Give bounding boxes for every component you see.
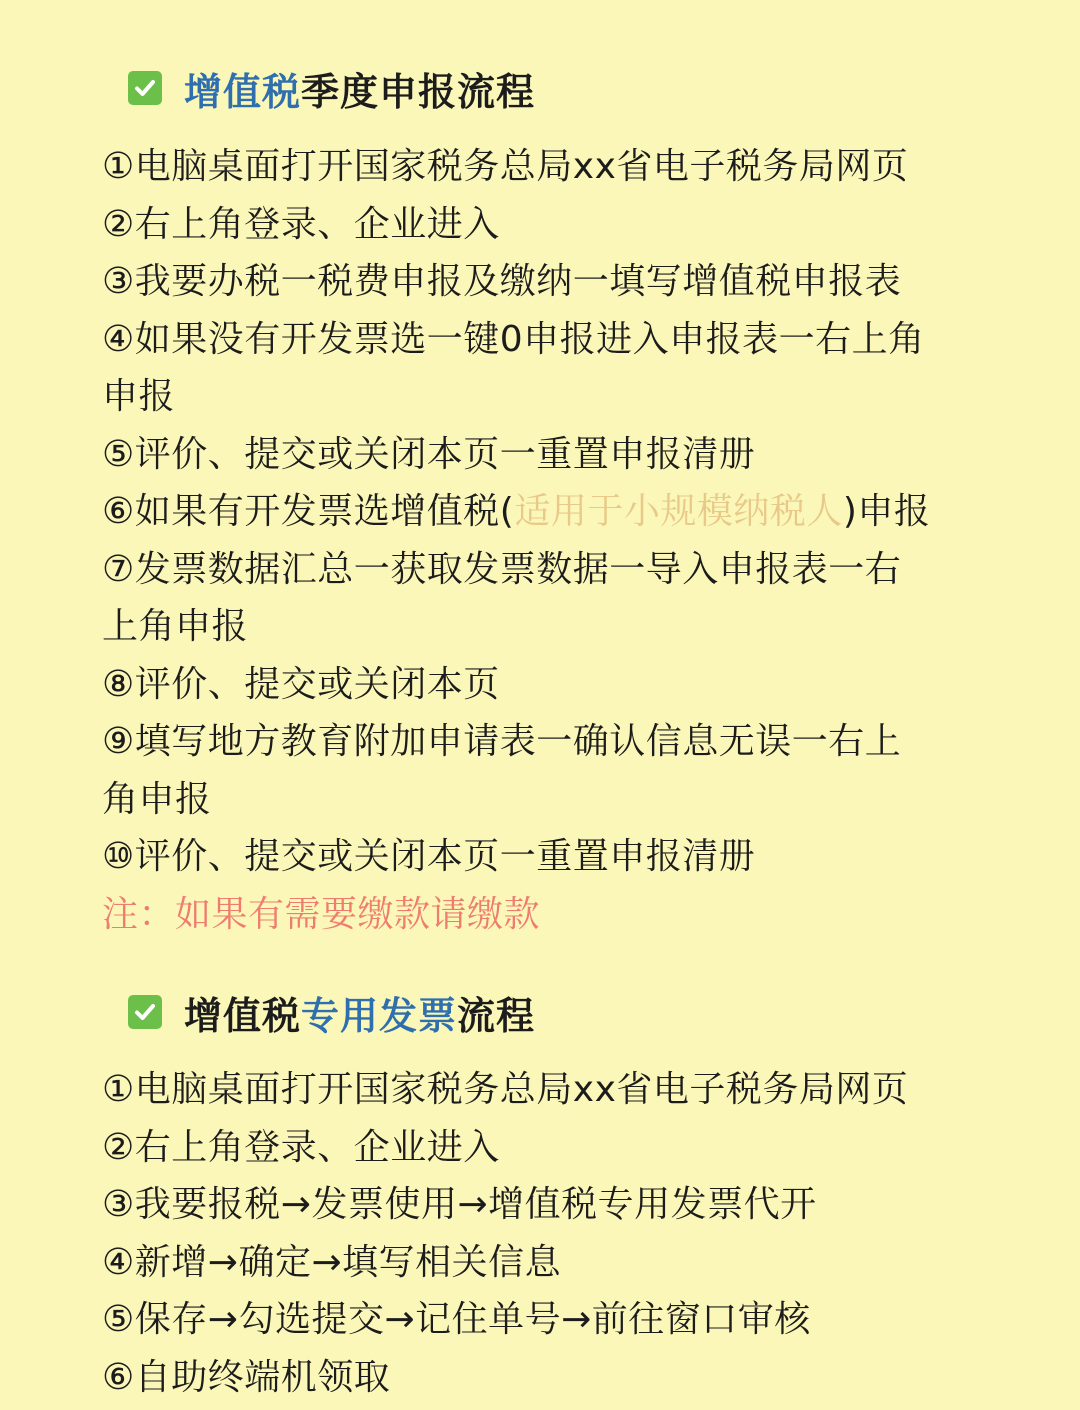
section-2-title-start: 增值税 <box>184 993 302 1038</box>
step-text: )申报 <box>842 491 931 532</box>
section-2-title-highlight: 专用发票 <box>301 993 458 1038</box>
step-line: ⑧评价、提交或关闭本页 <box>102 663 500 705</box>
step-line: ④新增→确定→填写相关信息 <box>102 1241 562 1283</box>
step-line: ③我要办税一税费申报及缴纳一填写增值税申报表 <box>102 261 902 302</box>
step-line: ②右上角登录、企业进入 <box>102 1126 500 1168</box>
step-line-with-note <box>102 483 982 541</box>
step-line: ③我要报税→发票使用→增值税专用发票代开 <box>102 1184 817 1225</box>
step-line: ②右上角登录、企业进入 <box>102 203 500 245</box>
step-line: ⑩评价、提交或关闭本页一重置申报清册 <box>102 836 756 877</box>
section-2-title-end: 流程 <box>457 993 536 1038</box>
section-1-steps <box>102 138 982 943</box>
step-text: ⑥如果有开发票选增值税( <box>102 491 515 532</box>
step-line: ⑨填写地方教育附加申请表一确认信息无误一右上 <box>102 721 902 762</box>
section-2-heading <box>128 982 535 1042</box>
checkbox-checked-icon <box>128 71 162 105</box>
step-line: ①电脑桌面打开国家税务总局xx省电子税务局网页 <box>102 1069 909 1110</box>
step-line: ④如果没有开发票选一键0申报进入申报表一右上角 <box>102 318 925 360</box>
step-line: 角申报 <box>102 778 212 820</box>
step-muted-text: 适用于小规模纳税人 <box>514 491 843 532</box>
section-1-note: 注：如果有需要缴款请缴款 <box>102 893 541 935</box>
section-1-title-highlight: 增值税 <box>184 69 302 114</box>
step-line: ⑤保存→勾选提交→记住单号→前往窗口审核 <box>102 1299 811 1340</box>
step-line: ⑥自助终端机领取 <box>102 1356 391 1398</box>
checkbox-checked-icon <box>128 995 162 1029</box>
step-line: ⑦发票数据汇总一获取发票数据一导入申报表一右 <box>102 548 902 590</box>
step-line: ⑤评价、提交或关闭本页一重置申报清册 <box>102 433 756 475</box>
step-line: ①电脑桌面打开国家税务总局xx省电子税务局网页 <box>102 146 909 187</box>
section-1-heading <box>128 58 535 118</box>
section-1-title-rest: 季度申报流程 <box>301 69 536 114</box>
step-line: 上角申报 <box>102 606 249 647</box>
step-line: 申报 <box>102 376 176 417</box>
section-2-steps <box>102 1061 982 1406</box>
